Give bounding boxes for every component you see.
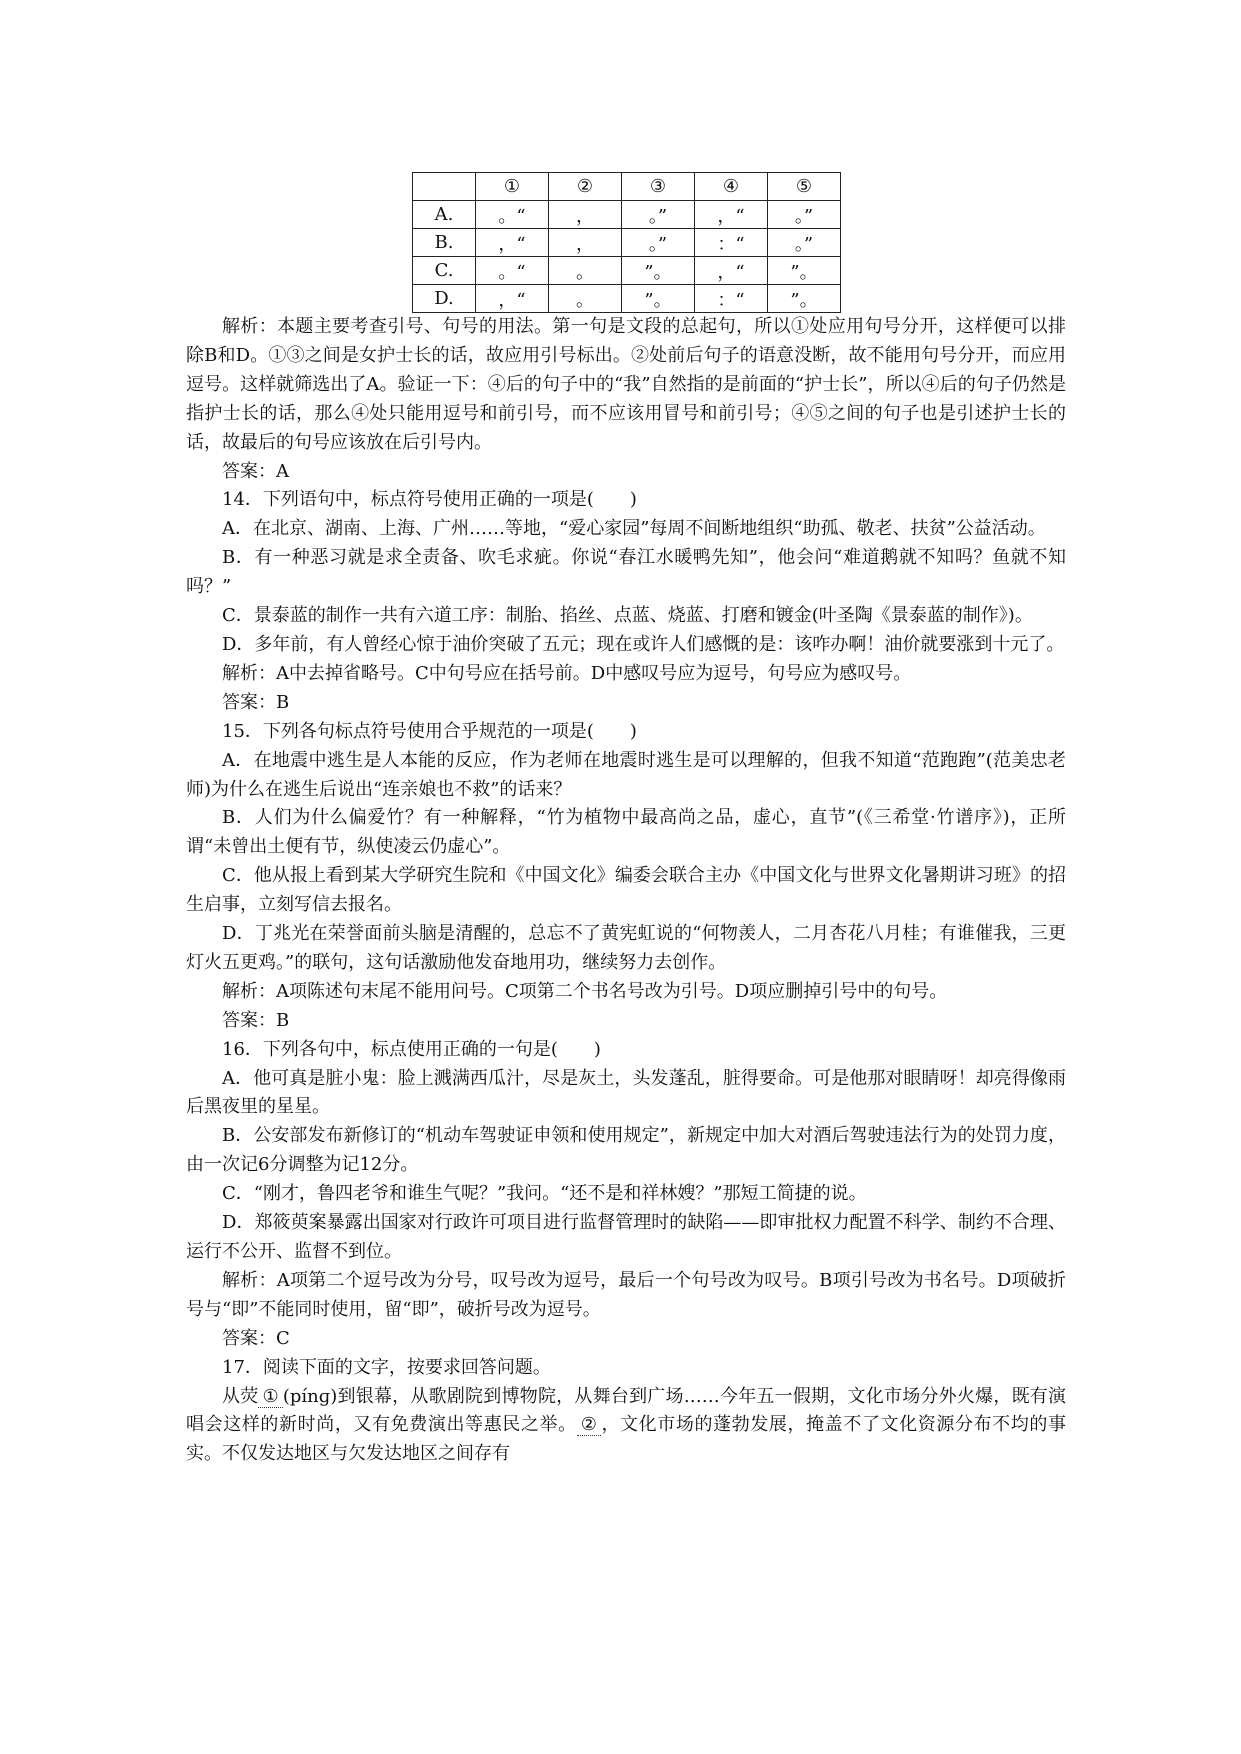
table-cell: ：“ (695, 229, 768, 257)
answer-options-table (412, 172, 841, 313)
table-cell: ，“ (695, 257, 768, 285)
table-cell: 。 (549, 257, 622, 285)
option-b: B．人们为什么偏爱竹？有一种解释，“竹为植物中最高尚之品，虚心，直节”(《三希堂·竹谱序》)，正所谓“未曾出土便有节，纵使凌云仍虚心”。 (186, 807, 1066, 858)
option-c: C．景泰蓝的制作一共有六道工序：制胎、掐丝、点蓝、烧蓝、打磨和镀金(叶圣陶《景泰蓝的制作》)。 (222, 605, 1033, 627)
option-c: C．“刚才，鲁四老爷和谁生气呢？”我问。“还不是和祥林嫂？”那短工简捷的说。 (222, 1183, 867, 1205)
option-c: C．他从报上看到某大学研究生院和《中国文化》编委会联合主办《中国文化与世界文化暑期讲习班》的招生启事，立刻写信去报名。 (186, 865, 1066, 916)
table-cell: B. (413, 229, 476, 257)
table-cell: ，“ (476, 229, 549, 257)
table-cell: ② (549, 173, 622, 201)
option-b: B．公安部发布新修订的“机动车驾驶证申领和使用规定”，新规定中加大对酒后驾驶违法行为的处罚力度，由一次记6分调整为记12分。 (186, 1125, 1066, 1176)
blank-1: ① (258, 1386, 282, 1408)
option-b: B．有一种恶习就是求全责备、吹毛求疵。你说“春江水暖鸭先知”，他会问“难道鹅就不知吗？鱼就不知吗？” (186, 547, 1066, 598)
table-cell: 。” (622, 229, 695, 257)
option-d: D．郑筱萸案暴露出国家对行政许可项目进行监督管理时的缺陷——即审批权力配置不科学、制约不合理、运行不公开、监督不到位。 (186, 1212, 1066, 1262)
option-a: A．在北京、湖南、上海、广州……等地，“爱心家园”每周不间断地组织“助孤、敬老、扶贫”公益活动。 (222, 518, 1046, 540)
option-a: A．他可真是脏小鬼：脸上溅满西瓜汁，尽是灰土，头发蓬乱，脏得要命。可是他那对眼睛呀！却亮得像雨后黑夜里的星星。 (186, 1067, 1066, 1118)
table-cell: 。” (768, 229, 841, 257)
table-header-row (413, 173, 841, 201)
option-d: D．多年前，有人曾经心惊于油价突破了五元；现在或许人们感慨的是：该咋办啊！油价就要涨到十元了。 (222, 633, 1065, 655)
question-14: 14．下列语句中，标点符号使用正确的一项是( ) (222, 489, 637, 511)
table-cell: ：“ (695, 285, 768, 313)
table-cell: ”。 (622, 257, 695, 285)
answer-line: 答案：C (222, 1327, 290, 1349)
table-row (413, 229, 841, 257)
blank-2: ② (577, 1414, 602, 1436)
table-cell: ”。 (768, 257, 841, 285)
analysis-paragraph: 解析：A中去掉省略号。C中句号应在括号前。D中感叹号应为逗号，句号应为感叹号。 (222, 662, 912, 684)
table-cell: 。” (768, 201, 841, 229)
table-cell: ”。 (622, 285, 695, 313)
passage-text: ，文化市场的蓬勃发展，掩盖不了文化资源分布不均的事实。不仅发达地区与欠发达地区之间存有 (186, 1414, 1067, 1465)
table-cell: C. (413, 257, 476, 285)
table-cell: 。“ (476, 257, 549, 285)
option-d: D．丁兆光在荣誉面前头脑是清醒的，总忘不了黄宪虹说的“何物羡人，二月杏花八月桂；有谁催我，三更灯火五更鸡。”的联句，这句话激励他发奋地用功，继续努力去创作。 (186, 923, 1066, 973)
question-15: 15．下列各句标点符号使用合乎规范的一项是( ) (222, 720, 637, 742)
question-16: 16．下列各句中，标点使用正确的一句是( ) (222, 1038, 601, 1060)
table-cell: D. (413, 285, 476, 313)
answer-line: 答案：B (222, 691, 290, 713)
table-row (413, 201, 841, 229)
option-a: A．在地震中逃生是人本能的反应，作为老师在地震时逃生是可以理解的，但我不知道“范跑跑”(范美忠老师)为什么在逃生后说出“连亲娘也不救”的话来？ (186, 749, 1066, 800)
table-cell: ⑤ (768, 173, 841, 201)
table-cell: A. (413, 201, 476, 229)
table-row (413, 257, 841, 285)
question-17: 17．阅读下面的文字，按要求回答问题。 (222, 1356, 551, 1378)
table-cell: 。 (549, 285, 622, 313)
table-cell (413, 173, 476, 201)
analysis-paragraph: 解析：本题主要考查引号、句号的用法。第一句是文段的总起句，所以①处应用句号分开，这样便可以排除B和D。①③之间是女护士长的话，故应用引号标出。②处前后句子的语意没断，故不能用句号分开，而应用逗号。这样就筛选出了A。验证一下：④后的句子中的“我”自然指的是前面的“护士长”，所以④后的句子仍然是指护士长的话，那么④处只能用逗号和前引号，而不应该用冒号和前引号；④⑤之间的句子也是引述护士长的话，故最后的句号应该放在后引号内。 (186, 316, 1066, 453)
table-cell: ，“ (695, 201, 768, 229)
reading-passage (186, 1383, 1066, 1470)
table-cell: ”。 (768, 285, 841, 313)
table-cell: ④ (695, 173, 768, 201)
document-page (186, 172, 1066, 1469)
passage-text: 从荧 (222, 1385, 259, 1407)
table-cell: ① (476, 173, 549, 201)
passage-text: (pínɡ)到银幕，从歌剧院到博物院，从舞台到广场……今年五一假期，文化市场分外火爆，既有演唱会这样的新时尚，又有免费演出等惠民之举。 (186, 1385, 1067, 1436)
analysis-paragraph: 解析：A项陈述句末尾不能用问号。C项第二个书名号改为引号。D项应删掉引号中的句号。 (222, 980, 948, 1002)
table-cell: ， (549, 229, 622, 257)
table-cell: 。” (622, 201, 695, 229)
answer-line: 答案：B (222, 1009, 290, 1031)
analysis-paragraph: 解析：A项第二个逗号改为分号，叹号改为逗号，最后一个句号改为叹号。B项引号改为书名号。D项破折号与“即”不能同时使用，留“即”，破折号改为逗号。 (186, 1269, 1066, 1320)
answer-line: 答案：A (222, 460, 289, 482)
table-cell: 。“ (476, 201, 549, 229)
table-cell: ，“ (476, 285, 549, 313)
table-cell: ③ (622, 173, 695, 201)
table-row (413, 285, 841, 313)
table-cell: ， (549, 201, 622, 229)
